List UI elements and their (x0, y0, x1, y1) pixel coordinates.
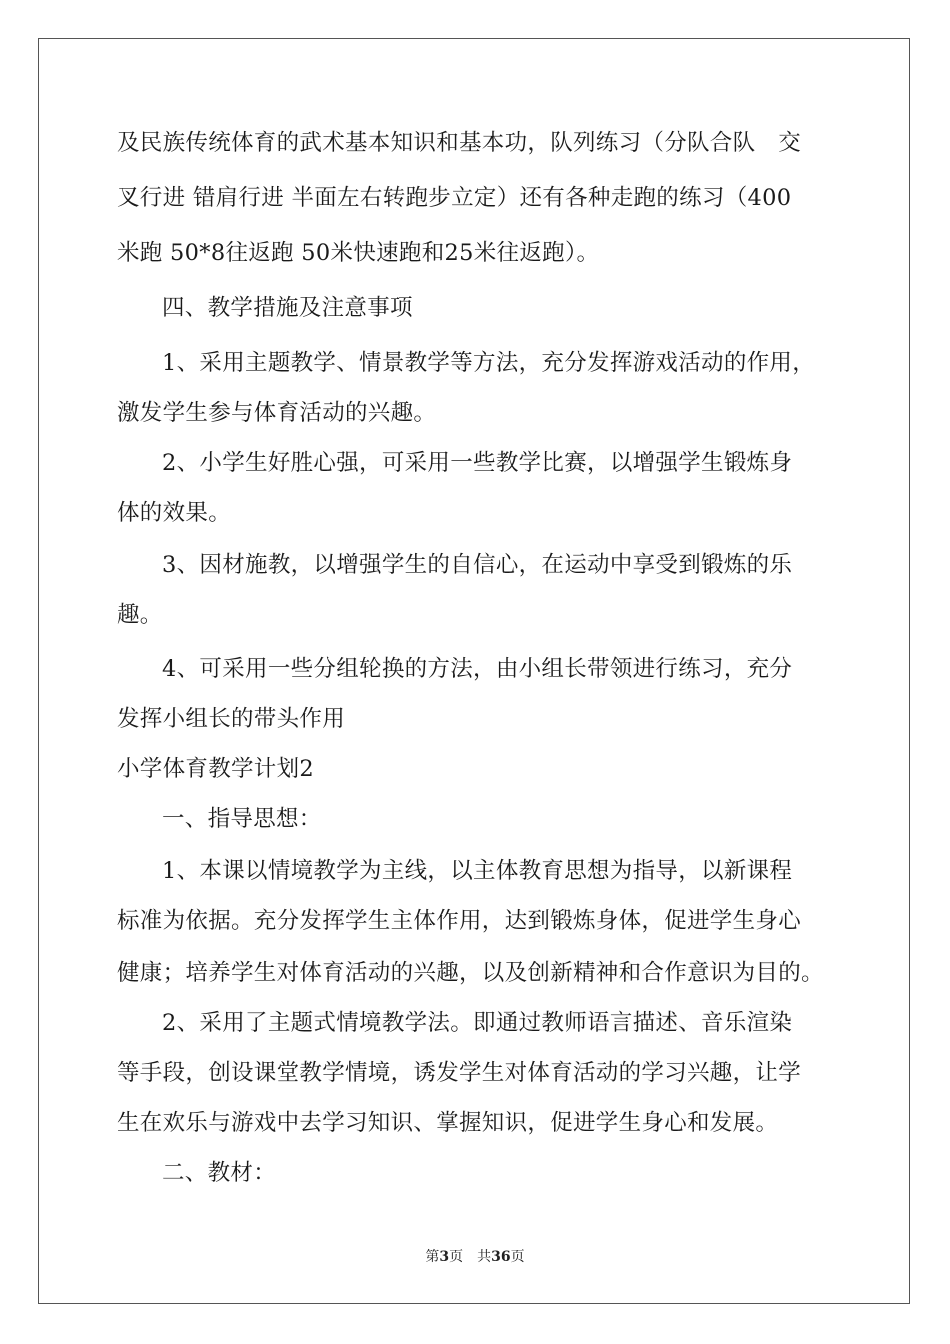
paragraph-line: 生在欢乐与游戏中去学习知识、掌握知识，促进学生身心和发展。 (117, 1110, 779, 1136)
paragraph-line: 4、可采用一些分组轮换的方法，由小组长带领进行练习，充分 (162, 656, 793, 682)
paragraph-line: 叉行进 错肩行进 半面左右转跑步立定）还有各种走跑的练习（400 (117, 185, 792, 211)
paragraph-line: 激发学生参与体育活动的兴趣。 (117, 400, 437, 426)
paragraph-line: 1、本课以情境教学为主线，以主体教育思想为指导，以新课程 (162, 858, 793, 884)
paragraph-line: 2、采用了主题式情境教学法。即通过教师语言描述、音乐渲染 (162, 1010, 793, 1036)
paragraph-line: 发挥小组长的带头作用 (117, 706, 346, 732)
footer-page-prefix: 第 (425, 1249, 440, 1265)
paragraph-line: 1、采用主题教学、情景教学等方法，充分发挥游戏活动的作用， (162, 350, 816, 376)
paragraph-line: 3、因材施教，以增强学生的自信心，在运动中享受到锻炼的乐 (162, 552, 793, 578)
section-heading: 二、教材： (162, 1160, 277, 1186)
paragraph-line: 体的效果。 (117, 500, 232, 526)
footer-total-suffix: 页 (510, 1249, 525, 1265)
document-subtitle: 小学体育教学计划2 (117, 756, 315, 782)
paragraph-line: 健康；培养学生对体育活动的兴趣，以及创新精神和合作意识为目的。 (117, 960, 824, 986)
section-heading: 四、教学措施及注意事项 (162, 295, 413, 321)
section-heading: 一、指导思想： (162, 806, 322, 832)
footer-total-prefix: 共 (477, 1249, 492, 1265)
footer-page-number: 3 (439, 1249, 450, 1265)
footer-page-suffix: 页 (449, 1249, 464, 1265)
paragraph-line: 米跑 50*8往返跑 50米快速跑和25米往返跑）。 (117, 240, 600, 266)
paragraph-line: 标准为依据。充分发挥学生主体作用，达到锻炼身体，促进学生身心 (117, 908, 802, 934)
paragraph-line: 趣。 (117, 602, 163, 628)
paragraph-line: 2、小学生好胜心强，可采用一些教学比赛，以增强学生锻炼身 (162, 450, 793, 476)
paragraph-line: 及民族传统体育的武术基本知识和基本功，队列练习（分队合队 交 (117, 130, 802, 156)
paragraph-line: 等手段，创设课堂教学情境，诱发学生对体育活动的学习兴趣，让学 (117, 1060, 802, 1086)
page-footer (0, 1246, 950, 1266)
footer-total-pages: 36 (491, 1249, 511, 1265)
